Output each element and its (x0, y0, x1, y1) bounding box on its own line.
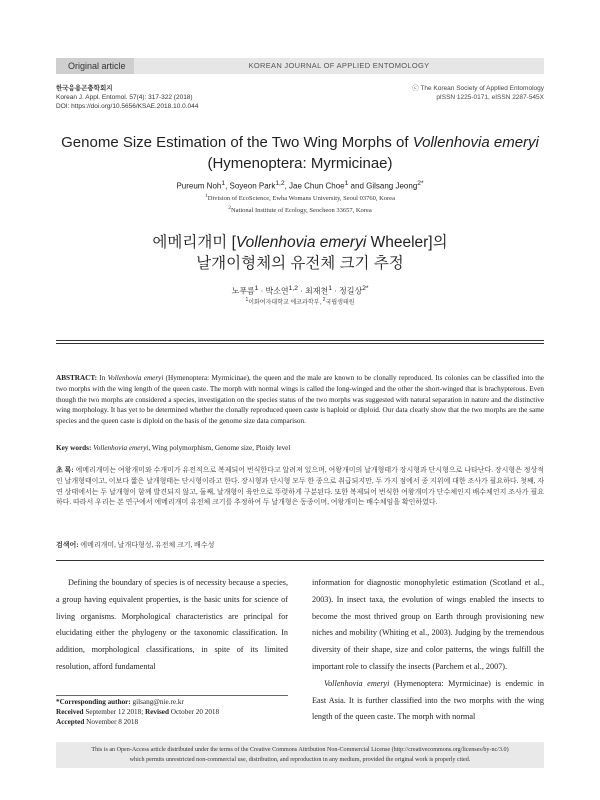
body-column-right (312, 575, 544, 726)
abstract-text: (Hymenoptera: Myrmicinae), the queen and the male are known to be clonally reproduced. Its colonies can be classified into the two morphs with the wing length of the queen caste. The morph with normal wings is called the long-winged and the other the short-winged that is brachypterous. Even though the two morphs are considered a species, investigation on the species status of the two morphs was suggested with natural separation in nature and the distinctive wing morphology. It has yet to be determined whether the clonally reproduced queen caste is haploid or diploid. Our data clearly show that the two morphs are the same species and the queen caste is diploid on the basis of the genome size data comparison. (56, 374, 544, 426)
title-line-2: (Hymenoptera: Myrmicinae) (207, 155, 393, 172)
received-date: September 12 2018; (83, 707, 146, 716)
article-type-label: Original article (56, 58, 134, 74)
keywords-label: 검색어: (56, 541, 79, 549)
keywords-label: Key words: (56, 444, 92, 452)
abstract-text: In (97, 374, 108, 382)
author-name: · 박소연 (258, 286, 289, 296)
author-affiliation-mark: 1,2 (275, 180, 285, 187)
korean-affiliations (56, 296, 544, 308)
keywords-text: , Wing polymorphism, Genome size, Ploidy level (148, 444, 291, 452)
author-name: 노푸름 (231, 286, 255, 296)
body-paragraph (312, 676, 544, 726)
citation-line: Korean J. Appl. Entomol. 57(4): 317-322 (2018) (56, 94, 193, 101)
english-affiliations (56, 192, 544, 215)
body-paragraph: information for diagnostic monophyletic estimation (Scotland et al., 2003). In insect taxa, the evolution of wings enabled the insects to become the most thrived group on Earth through provisioning new niches and mobility (Whiting et al., 2003). Judging by the tremendous diversity of their shape, size and color patterns, the wings fulfill the important role to classify the insects (Parchem et al., 2007). (312, 578, 544, 671)
correspondence-email[interactable]: gilsang@nie.re.kr (130, 698, 184, 706)
author-affiliation-mark: 1 (254, 285, 259, 292)
affiliation-mark: 1 (245, 297, 249, 303)
author-name: · 정길상 (331, 286, 363, 296)
abstract-korean (56, 465, 544, 508)
doi-link[interactable]: DOI: https://doi.org/10.5656/KSAE.2018.10.0.044 (56, 103, 199, 110)
copyright-line: ⓒ The Korean Society of Applied Entomology (412, 85, 544, 92)
affiliation-text: National Institute of Ecology, Seocheon 33657, Korea (230, 206, 372, 214)
author-affiliation-mark: 2 (362, 285, 366, 292)
author-affiliation-mark: 1 (328, 285, 332, 292)
affiliation-text: Division of EcoScience, Ewha Womans University, Seoul 03760, Korea (207, 195, 395, 203)
title-species: Vollenhovia emeryi (235, 234, 367, 251)
issn-line: pISSN 1225-0171, eISSN 2287-545X (436, 94, 544, 101)
affiliation-mark: 2 (322, 297, 326, 303)
license-notice (56, 742, 544, 768)
abstract-text: 에메리개미는 여왕개미와 수개미가 유전적으로 복제되어 번식한다고 알려져 있으며, 여왕개미의 날개형태가 장시형과 단시형으로 나타난다. 장시형은 정상적인 날개형태이고, 이보다 짧은 날개형태는 단시형이라고 한다. 장시형과 단시형 모두 한 종으로 취급되지만, 두 가지 점에서 종 지위에 대한 조사가 필요하다. 첫째, 자연 상태에서는 두 날개형이 함께 발견되지 않고, 둘째, 날개형이 육안으로 뚜렷하게 구분된다. 또한 복제되어 번식한 여왕개미가 단수체인지 배수체인지 조사가 필요하다. 따라서 우리는 본 연구에서 에메리개미 유전체 크기를 추정하여 두 날개형은 동종이며, 여왕개미는 배수체임을 확인하였다. (56, 466, 545, 507)
journal-header-band (56, 58, 544, 74)
keywords-korean (56, 540, 544, 550)
section-divider (56, 560, 544, 561)
abstract-species: Vollenhovia emeryi (107, 374, 164, 382)
title-line-2: 날개이형체의 유전체 크기 추정 (196, 255, 404, 272)
corresponding-author-mark: * (420, 180, 424, 187)
korean-authors (56, 283, 544, 297)
author-name: , Soyeon Park (225, 181, 276, 191)
abstract-english (56, 373, 544, 427)
english-title (56, 132, 544, 174)
copyright-block (412, 84, 544, 102)
english-authors (56, 178, 544, 192)
affiliation-mark: 2 (228, 204, 231, 211)
author-affiliation-mark: 1 (221, 180, 226, 187)
author-name: Pureum Noh (176, 181, 222, 191)
keywords-english (56, 443, 544, 453)
author-affiliation-mark: 2 (417, 180, 421, 187)
abstract-label: 초 록: (56, 466, 74, 474)
keyword-species: Vollenhovia emeryi (91, 444, 149, 452)
affiliation-text: 국립생태원 (325, 300, 355, 306)
received-label: Received (56, 707, 84, 716)
correspondence-block (56, 695, 288, 727)
revised-label: Revised (145, 707, 169, 716)
title-part: 에메리개미 [ (152, 234, 236, 251)
license-line: This is an Open-Access article distributed under the terms of the Creative Commons Attribution Non-Commercial License (http://creativecommons.org/licenses/by-nc/3.0) (91, 747, 509, 753)
section-divider (56, 340, 544, 341)
abstract-label: ABSTRACT: (56, 374, 98, 382)
citation-block (56, 84, 198, 111)
title-part: Genome Size Estimation of the Two Wing Morphs of (61, 134, 413, 151)
title-part: Wheeler]의 (366, 234, 448, 251)
author-affiliation-mark: 1,2 (288, 285, 298, 292)
body-paragraph: Defining the boundary of species is of necessity because a species, a group having equivalent properties, is the basic units for science of living organisms. Morphological characteristics are principal for elucidating either the phylogeny or the taxonomic classification. In addition, morphological classifications, in spite of its limited resolution, afford fundamental (56, 578, 288, 671)
title-species: Vollenhovia emeryi (412, 134, 539, 151)
body-species: Vollenhovia emeryi (324, 678, 390, 688)
affiliation-mark: 1 (205, 193, 208, 199)
journal-title-korean: 한국응용곤충학회지 (56, 85, 113, 92)
korean-title (56, 232, 544, 274)
accepted-label: Accepted (56, 717, 85, 726)
accepted-date: November 8 2018 (84, 717, 139, 726)
keywords-text: 에메리개미, 날개다형성, 유전체 크기, 배수성 (78, 541, 215, 549)
author-affiliation-mark: 1 (344, 180, 349, 187)
section-divider (56, 343, 544, 344)
body-text: (Hymenoptera: Myrmicinae) is endemic in East Asia. It is further classified into the two morphs with the wing length of the queen caste. The morph with normal (312, 678, 544, 722)
corresponding-author-mark: * (365, 285, 369, 292)
author-name: and Gilsang Jeong (348, 181, 418, 191)
author-name: , Jae Chun Choe (284, 181, 345, 191)
body-column-left (56, 575, 288, 676)
affiliation-text: 이화여자대학교 에코과학부, (248, 300, 323, 306)
correspondence-label: *Corresponding author: (56, 698, 131, 706)
license-line: which permits unrestricted non-commercial use, distribution, and reproduction in any medium, provided the original work is properly cited. (129, 757, 471, 763)
journal-name: KOREAN JOURNAL OF APPLIED ENTOMOLOGY (248, 61, 430, 70)
author-name: · 최재천 (297, 286, 329, 296)
revised-date: October 20 2018 (169, 707, 220, 716)
